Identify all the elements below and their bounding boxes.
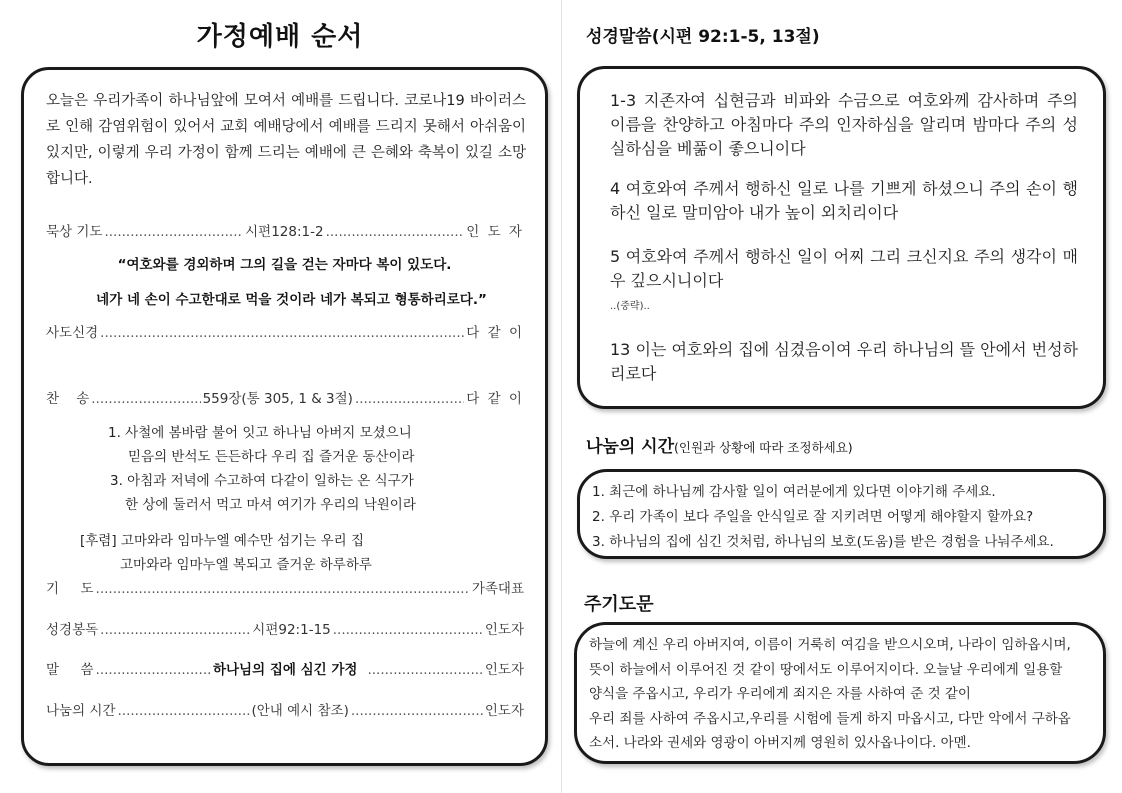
prayer-line: 양식을 주옵시고, 우리가 우리에게 죄지은 자를 사하여 준 것 같이 xyxy=(589,686,971,702)
sharing-question: 1. 최근에 하나님께 감사할 일이 여러분에게 있다면 이야기해 주세요. xyxy=(592,484,996,500)
hymn-line: 믿음의 반석도 든든하다 우리 집 즐거운 동산이라 xyxy=(128,449,415,465)
order-row-sermon xyxy=(46,658,524,678)
omission-note: ..(중략).. xyxy=(610,301,650,312)
prayer-line: 우리 죄를 사하여 주옵시고,우리를 시험에 들게 하지 마옵시고, 다만 악에서 구하옵 xyxy=(589,710,1071,727)
order-detail: (안내 예시 참조) xyxy=(251,703,349,719)
order-leader: 다 같 이 xyxy=(466,325,524,341)
sharing-questions-list xyxy=(592,480,1054,555)
prayer-line: 뜻이 하늘에서 이루어진 것 같이 땅에서도 이루어지이다. 오늘날 우리에게 일용할 xyxy=(589,661,1063,678)
prayer-line: 소서. 나라와 권세와 영광이 아버지께 영원히 있사옵나이다. 아멘. xyxy=(589,735,971,751)
order-label: 사도신경 xyxy=(46,325,99,341)
leader-dots xyxy=(367,662,482,678)
order-leader: 인 도 자 xyxy=(466,224,524,240)
sharing-question: 3. 하나님의 집에 심긴 것처럼, 하나님의 보호(도움)를 받은 경험을 나눠주세요. xyxy=(592,534,1054,550)
order-label: 성경봉독 xyxy=(46,622,99,638)
order-row-hymn xyxy=(46,387,524,407)
order-row-sharing-time xyxy=(46,699,524,719)
leader-dots xyxy=(104,224,243,240)
lords-prayer-text xyxy=(589,633,1095,756)
leader-dots xyxy=(91,391,200,407)
scripture-title: 성경말씀(시편 92:1-5, 13절) xyxy=(586,27,820,47)
order-row-apostles-creed xyxy=(46,321,524,341)
leader-dots xyxy=(351,703,483,719)
order-label: 찬 송 xyxy=(46,391,90,407)
quote-line-2: 네가 네 손이 수고한대로 먹을 것이라 네가 복되고 형통하리로다.” xyxy=(96,292,487,308)
hymn-line: 3. 아침과 저녁에 수고하여 다같이 일하는 온 식구가 xyxy=(110,473,414,489)
order-detail: 시편92:1-15 xyxy=(252,622,331,638)
hymn-chorus-line: [후렴] 고마와라 임마누엘 예수만 섬기는 우리 집 xyxy=(80,533,365,549)
quote-line-1: “여호와를 경외하며 그의 길을 걷는 자마다 복이 있도다. xyxy=(117,257,452,273)
sharing-title-text: 나눔의 시간 xyxy=(586,437,675,457)
verse-5: 5 여호와여 주께서 행하신 일이 어찌 그리 크신지요 주의 생각이 매우 깊으시니이다 xyxy=(610,247,1078,290)
order-row-silent-prayer xyxy=(46,220,524,240)
order-leader: 가족대표 xyxy=(471,581,524,597)
page-title: 가정예배 순서 xyxy=(196,22,364,52)
lords-prayer-box xyxy=(574,622,1106,764)
leader-dots xyxy=(355,391,464,407)
hymn-line: 1. 사철에 봄바람 불어 잇고 하나님 아버지 모셨으니 xyxy=(108,425,412,441)
worship-order-box xyxy=(21,67,548,766)
prayer-line: 하늘에 계신 우리 아버지여, 이름이 거룩히 여김을 받으시오며, 나라이 임하옵시며, xyxy=(589,637,1071,653)
verse-4: 4 여호와여 주께서 행하신 일로 나를 기쁘게 하셨으니 주의 손이 행하신 일로 말미암아 내가 높이 외치리이다 xyxy=(610,179,1078,222)
sharing-questions-box xyxy=(577,469,1106,559)
verse-13: 13 이는 여호와의 집에 심겼음이여 우리 하나님의 뜰 안에서 번성하리로다 xyxy=(610,340,1078,383)
leader-dots xyxy=(100,622,250,638)
leader-dots xyxy=(100,325,464,341)
order-label: 기 도 xyxy=(46,581,94,597)
order-leader: 인도자 xyxy=(484,703,524,719)
scripture-box xyxy=(577,66,1106,409)
order-detail: 시편128:1-2 xyxy=(245,224,324,240)
intro-paragraph: 오늘은 우리가족이 하나님앞에 모여서 예배를 드립니다. 코로나19 바이러스로 인해 감염위험이 있어서 교회 예배당에서 예배를 드리지 못해서 아쉬움이 있지만, 이렇게 우리 가정이 함께 드리는 예배에 큰 은혜와 축복이 있길 소망합니다. xyxy=(46,93,526,187)
lords-prayer-title: 주기도문 xyxy=(584,594,654,615)
order-leader: 인도자 xyxy=(484,662,524,678)
order-leader: 다 같 이 xyxy=(466,391,524,407)
order-label: 나눔의 시간 xyxy=(46,703,116,719)
hymn-chorus-line: 고마와라 임마누엘 복되고 즐거운 하루하루 xyxy=(120,557,372,573)
order-row-scripture-reading xyxy=(46,618,524,638)
sharing-subtitle: (인원과 상황에 따라 조정하세요) xyxy=(674,440,853,455)
order-detail: 559장(통 305, 1 & 3절) xyxy=(202,391,353,407)
leader-dots xyxy=(333,622,483,638)
order-leader: 인도자 xyxy=(484,622,524,638)
page-divider xyxy=(561,0,562,793)
verse-1-3: 1-3 지존자여 십현금과 비파와 수금으로 여호와께 감사하며 주의 이름을 찬양하고 아침마다 주의 인자하심을 알리며 밤마다 주의 성실하심을 베풂이 좋으니이다 xyxy=(610,91,1078,158)
sharing-title xyxy=(586,432,853,457)
order-label: 묵상 기도 xyxy=(46,224,103,240)
leader-dots xyxy=(118,703,250,719)
leader-dots xyxy=(96,581,470,597)
leader-dots xyxy=(96,662,211,678)
sermon-title: 하나님의 집에 심긴 가정 xyxy=(212,662,358,678)
order-row-prayer xyxy=(46,577,524,597)
leader-dots xyxy=(326,224,465,240)
hymn-line: 한 상에 둘러서 먹고 마셔 여기가 우리의 낙원이라 xyxy=(125,497,416,513)
sharing-question: 2. 우리 가족이 보다 주일을 안식일로 잘 지키려면 어떻게 해야할지 할까요? xyxy=(592,509,1034,525)
order-label: 말 씀 xyxy=(46,662,94,678)
